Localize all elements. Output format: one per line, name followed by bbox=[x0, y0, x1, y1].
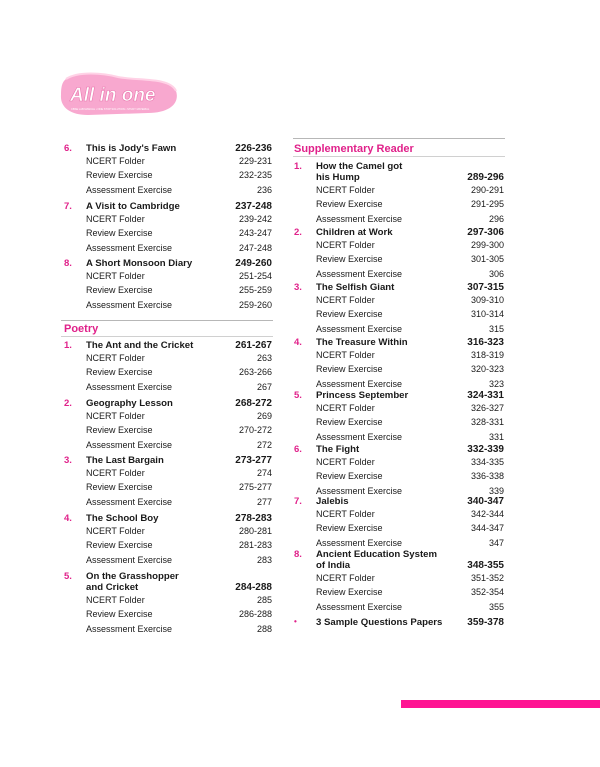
chapter-pages: 324-331 bbox=[467, 390, 504, 401]
sub-item-label: Assessment Exercise bbox=[316, 213, 403, 224]
sub-item-label: Assessment Exercise bbox=[316, 485, 403, 496]
sub-item-label: Review Exercise bbox=[86, 425, 153, 435]
sub-item-pages: 355 bbox=[488, 601, 504, 612]
sub-item-pages: 306 bbox=[488, 268, 504, 279]
chapter-pages: 268-272 bbox=[235, 398, 272, 409]
sub-item-label: Assessment Exercise bbox=[316, 537, 403, 548]
sub-item-label: NCERT Folder bbox=[86, 525, 145, 536]
sub-item-label: Review Exercise bbox=[86, 285, 153, 295]
sub-item-pages: 243-247 bbox=[238, 228, 272, 238]
sub-item-pages: 232-235 bbox=[238, 170, 272, 180]
sub-item-label: Review Exercise bbox=[316, 254, 383, 264]
sub-item-label: Review Exercise bbox=[86, 367, 153, 377]
chapter-title-line2: of India bbox=[316, 560, 351, 571]
sub-item-pages: 274 bbox=[256, 467, 272, 478]
sub-item-label: NCERT Folder bbox=[86, 594, 145, 605]
sub-item-pages: 344-347 bbox=[470, 523, 504, 533]
all-in-one-logo bbox=[58, 69, 180, 119]
chapter-title: On the Grasshopper bbox=[86, 571, 179, 582]
chapter-number: 1. bbox=[64, 340, 72, 351]
sub-item-pages: 299-300 bbox=[470, 239, 504, 250]
sub-item-pages: 269 bbox=[256, 410, 272, 421]
sub-item-label: Assessment Exercise bbox=[86, 439, 173, 450]
sub-item-pages: 342-344 bbox=[470, 508, 504, 519]
chapter-title: How the Camel got bbox=[316, 161, 403, 172]
sub-item-pages: 247-248 bbox=[238, 242, 272, 253]
poetry-bottom-rule bbox=[61, 336, 273, 337]
chapter-pages: 340-347 bbox=[467, 496, 504, 507]
sub-item-pages: 255-259 bbox=[238, 285, 272, 295]
chapter-title: Geography Lesson bbox=[86, 398, 173, 409]
chapter-pages: 226-236 bbox=[235, 143, 272, 154]
chapter-title: A Short Monsoon Diary bbox=[86, 258, 193, 269]
poetry-top-rule bbox=[61, 320, 273, 321]
sub-item-pages: 283 bbox=[256, 554, 272, 565]
sub-item-label: Review Exercise bbox=[316, 417, 383, 427]
sub-item-label: NCERT Folder bbox=[316, 508, 375, 519]
sub-item-pages: 281-283 bbox=[238, 540, 272, 550]
chapter-title: Children at Work bbox=[316, 227, 393, 238]
sample-papers-title: 3 Sample Questions Papers bbox=[316, 617, 443, 628]
chapter-pages: 316-323 bbox=[467, 337, 504, 348]
sub-item-label: NCERT Folder bbox=[86, 352, 145, 363]
sub-item-label: Assessment Exercise bbox=[316, 431, 403, 442]
sub-item-pages: 339 bbox=[488, 485, 504, 496]
sub-item-label: NCERT Folder bbox=[86, 270, 145, 281]
sub-item-pages: 275-277 bbox=[238, 482, 272, 492]
sub-item-pages: 351-352 bbox=[470, 572, 504, 583]
chapter-pages: 278-283 bbox=[235, 513, 272, 524]
sub-item-pages: 288 bbox=[256, 623, 272, 634]
sub-item-pages: 267 bbox=[256, 381, 272, 392]
chapter-number: 7. bbox=[64, 201, 72, 212]
sub-item-pages: 277 bbox=[256, 496, 272, 507]
sub-item-pages: 328-331 bbox=[470, 417, 504, 427]
chapter-number: 4. bbox=[294, 337, 302, 348]
sub-item-label: NCERT Folder bbox=[316, 294, 375, 305]
chapter-title-line2: and Cricket bbox=[86, 582, 139, 593]
sub-item-label: Assessment Exercise bbox=[86, 496, 173, 507]
chapter-number: 8. bbox=[64, 258, 72, 269]
sub-item-pages: 290-291 bbox=[470, 184, 504, 195]
sub-item-label: NCERT Folder bbox=[316, 402, 375, 413]
sub-item-label: Review Exercise bbox=[86, 540, 153, 550]
sub-item-pages: 352-354 bbox=[470, 587, 504, 597]
sub-item-label: Assessment Exercise bbox=[86, 623, 173, 634]
sub-item-pages: 320-323 bbox=[470, 364, 504, 374]
chapter-title: The Selfish Giant bbox=[316, 282, 395, 293]
sub-item-label: Review Exercise bbox=[316, 199, 383, 209]
supplementary-heading: Supplementary Reader bbox=[294, 143, 414, 155]
sub-item-pages: 310-314 bbox=[470, 309, 504, 319]
sub-item-label: Review Exercise bbox=[86, 482, 153, 492]
chapter-number: 5. bbox=[294, 390, 302, 401]
sub-item-pages: 239-242 bbox=[238, 213, 272, 224]
chapter-pages: 273-277 bbox=[235, 455, 272, 466]
sub-item-label: Review Exercise bbox=[86, 170, 153, 180]
poetry-heading: Poetry bbox=[64, 323, 99, 335]
sub-item-label: NCERT Folder bbox=[316, 456, 375, 467]
sub-item-pages: 270-272 bbox=[238, 425, 272, 435]
sample-papers-bullet: • bbox=[294, 617, 297, 626]
sub-item-label: Assessment Exercise bbox=[316, 323, 403, 334]
sub-item-label: NCERT Folder bbox=[86, 155, 145, 166]
chapter-pages: 284-288 bbox=[235, 582, 272, 593]
sub-item-label: Review Exercise bbox=[316, 587, 383, 597]
chapter-pages: 332-339 bbox=[467, 444, 504, 455]
sub-item-label: NCERT Folder bbox=[316, 349, 375, 360]
sub-item-label: Review Exercise bbox=[316, 309, 383, 319]
chapter-title: The Fight bbox=[316, 444, 360, 455]
supplementary-bottom-rule bbox=[293, 156, 505, 157]
sub-item-label: Assessment Exercise bbox=[86, 299, 173, 310]
sub-item-pages: 229-231 bbox=[238, 155, 272, 166]
sub-item-label: NCERT Folder bbox=[86, 467, 145, 478]
sub-item-label: Review Exercise bbox=[86, 228, 153, 238]
sub-item-pages: 286-288 bbox=[238, 609, 272, 619]
sub-item-pages: 251-254 bbox=[238, 270, 272, 281]
sub-item-pages: 285 bbox=[256, 594, 272, 605]
chapter-pages: 237-248 bbox=[235, 201, 272, 212]
chapter-pages: 261-267 bbox=[235, 340, 272, 351]
sub-item-label: Assessment Exercise bbox=[316, 601, 403, 612]
chapter-title: The Treasure Within bbox=[316, 337, 408, 348]
chapter-number: 8. bbox=[294, 549, 302, 560]
sub-item-label: NCERT Folder bbox=[86, 213, 145, 224]
sub-item-pages: 291-295 bbox=[470, 199, 504, 209]
chapter-number: 3. bbox=[64, 455, 72, 466]
sub-item-pages: 309-310 bbox=[470, 294, 504, 305]
sub-item-pages: 263-266 bbox=[238, 367, 272, 377]
chapter-number: 5. bbox=[64, 571, 72, 582]
sample-papers-pages: 359-378 bbox=[467, 617, 504, 628]
chapter-title: A Visit to Cambridge bbox=[86, 201, 180, 212]
sub-item-label: Review Exercise bbox=[316, 523, 383, 533]
chapter-number: 6. bbox=[294, 444, 302, 455]
chapter-number: 2. bbox=[294, 227, 302, 238]
sub-item-label: Assessment Exercise bbox=[86, 184, 173, 195]
sub-item-label: Assessment Exercise bbox=[86, 381, 173, 392]
chapter-title: The School Boy bbox=[86, 513, 159, 524]
supplementary-top-rule bbox=[293, 138, 505, 139]
sub-item-pages: 263 bbox=[256, 352, 272, 363]
sub-item-pages: 326-327 bbox=[470, 402, 504, 413]
sub-item-label: Assessment Exercise bbox=[86, 554, 173, 565]
sub-item-pages: 336-338 bbox=[470, 471, 504, 481]
chapter-pages: 289-296 bbox=[467, 172, 504, 183]
chapter-title: The Ant and the Cricket bbox=[86, 340, 194, 351]
sub-item-label: NCERT Folder bbox=[316, 184, 375, 195]
chapter-title: Jalebis bbox=[316, 496, 349, 507]
sub-item-label: NCERT Folder bbox=[316, 239, 375, 250]
chapter-pages: 297-306 bbox=[467, 227, 504, 238]
sub-item-pages: 301-305 bbox=[470, 254, 504, 264]
chapter-number: 4. bbox=[64, 513, 72, 524]
chapter-number: 2. bbox=[64, 398, 72, 409]
chapter-number: 6. bbox=[64, 143, 72, 154]
chapter-title: The Last Bargain bbox=[86, 455, 164, 466]
chapter-pages: 307-315 bbox=[467, 282, 504, 293]
chapter-title-line2: his Hump bbox=[316, 172, 360, 183]
sub-item-pages: 272 bbox=[256, 439, 272, 450]
sub-item-pages: 296 bbox=[488, 213, 504, 224]
sub-item-pages: 315 bbox=[488, 323, 504, 334]
sub-item-label: Assessment Exercise bbox=[316, 268, 403, 279]
chapter-number: 7. bbox=[294, 496, 302, 507]
sub-item-pages: 334-335 bbox=[470, 456, 504, 467]
sub-item-pages: 331 bbox=[488, 431, 504, 442]
sub-item-label: Review Exercise bbox=[316, 471, 383, 481]
sub-item-label: Assessment Exercise bbox=[86, 242, 173, 253]
sub-item-label: NCERT Folder bbox=[86, 410, 145, 421]
sub-item-label: Review Exercise bbox=[316, 364, 383, 374]
sub-item-pages: 318-319 bbox=[470, 349, 504, 360]
sub-item-label: Assessment Exercise bbox=[316, 378, 403, 389]
chapter-title: Princess September bbox=[316, 390, 409, 401]
decorative-pink-bar bbox=[401, 700, 600, 708]
chapter-title: This is Jody's Fawn bbox=[86, 143, 177, 154]
sub-item-pages: 236 bbox=[256, 184, 272, 195]
chapter-number: 3. bbox=[294, 282, 302, 293]
sub-item-pages: 323 bbox=[488, 378, 504, 389]
chapter-pages: 249-260 bbox=[235, 258, 272, 269]
sub-item-label: NCERT Folder bbox=[316, 572, 375, 583]
logo-text: All in one bbox=[70, 85, 156, 106]
logo-tagline: CBSE LAB MANUAL • ONE STOP SOLUTION • STUDY MATERIAL bbox=[71, 108, 150, 111]
chapter-pages: 348-355 bbox=[467, 560, 504, 571]
sub-item-pages: 280-281 bbox=[238, 525, 272, 536]
sub-item-pages: 347 bbox=[488, 537, 504, 548]
sub-item-pages: 259-260 bbox=[238, 299, 272, 310]
chapter-title: Ancient Education System bbox=[316, 549, 438, 560]
sub-item-label: Review Exercise bbox=[86, 609, 153, 619]
chapter-number: 1. bbox=[294, 161, 302, 172]
